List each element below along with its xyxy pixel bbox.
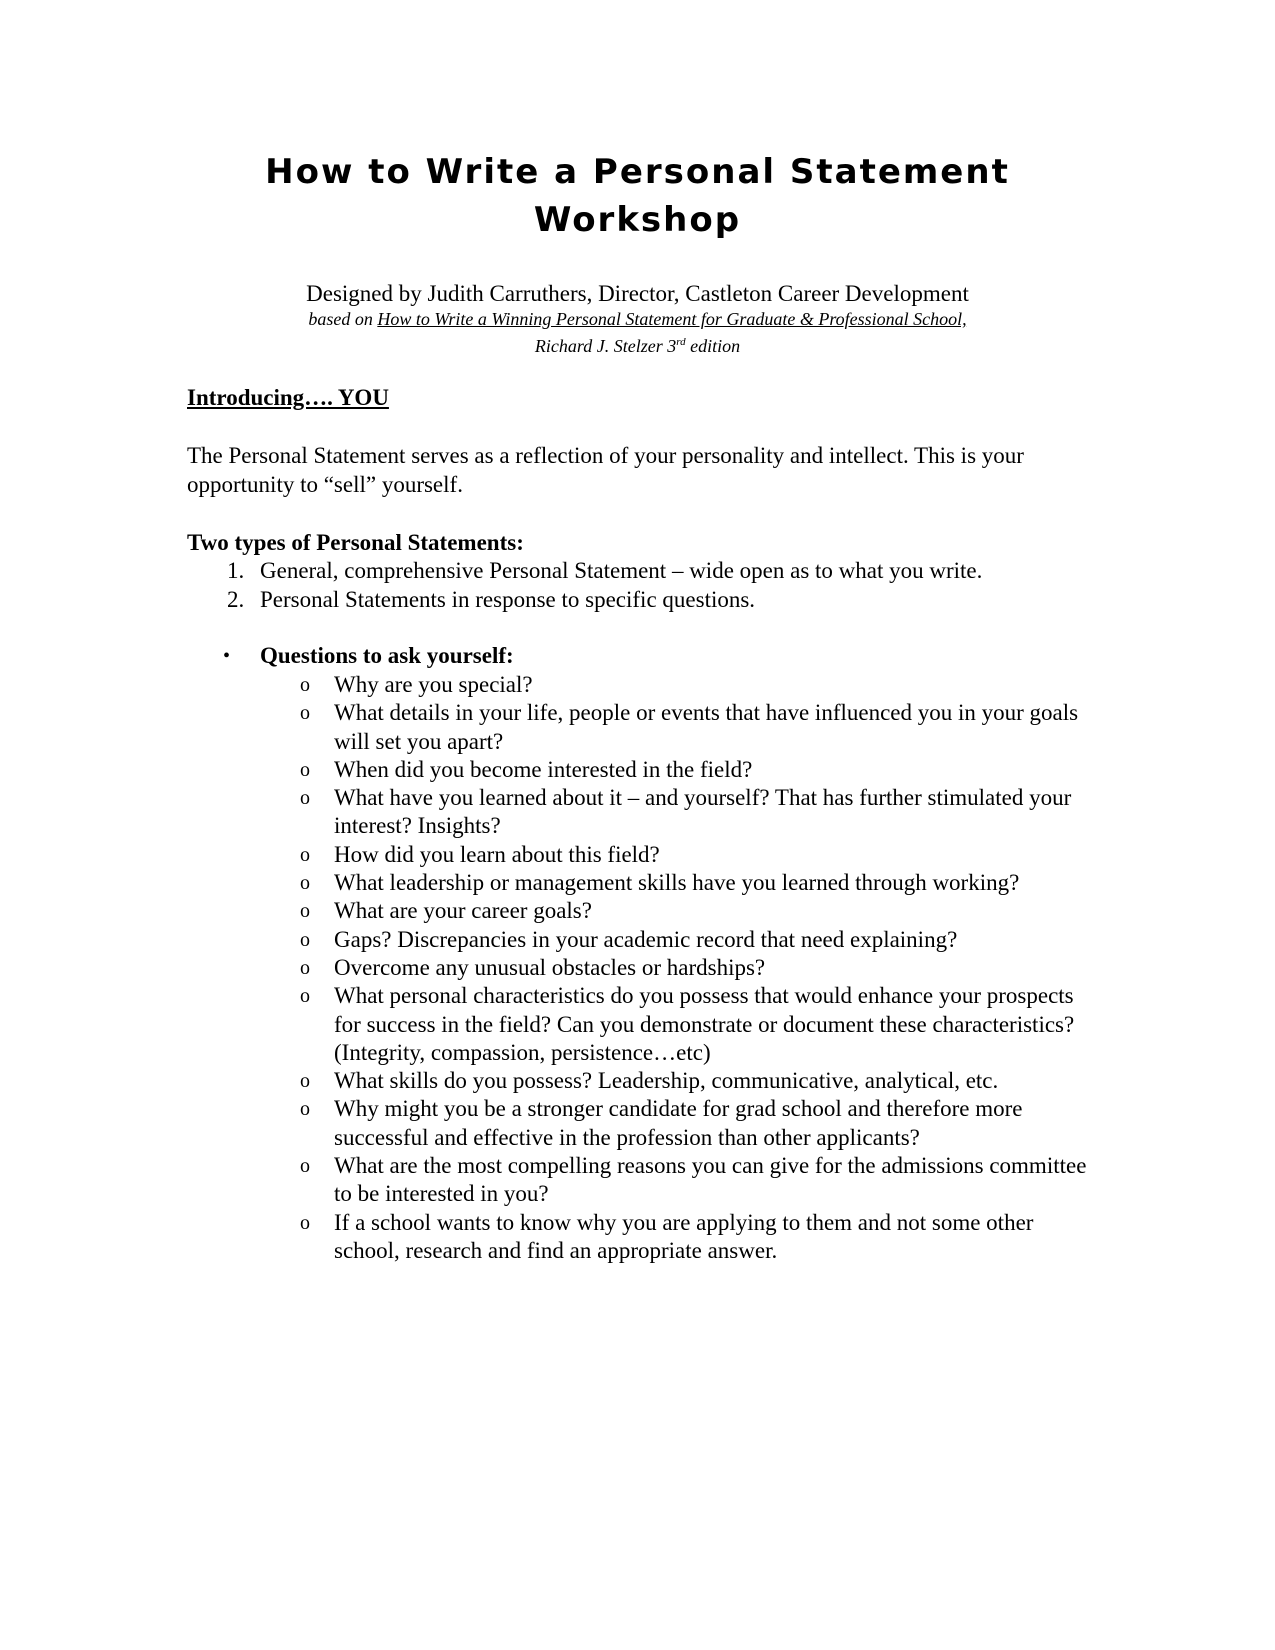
question-text: How did you learn about this field? bbox=[334, 841, 660, 867]
edition-suffix: edition bbox=[685, 336, 741, 356]
edition-superscript: rd bbox=[676, 336, 686, 348]
title-line-2: Workshop bbox=[533, 200, 742, 240]
title-line-1: How to Write a Personal Statement bbox=[265, 152, 1010, 192]
question-text: What have you learned about it – and yourself? That has further stimulated your interest? Insights? bbox=[334, 785, 1072, 839]
list-item bbox=[300, 784, 1090, 841]
circle-bullet-icon: o bbox=[300, 872, 310, 895]
circle-bullet-icon: o bbox=[300, 758, 310, 781]
questions-section bbox=[187, 642, 1087, 671]
question-text: When did you become interested in the field? bbox=[334, 756, 753, 782]
list-item-text: Personal Statements in response to specific questions. bbox=[260, 586, 756, 612]
circle-bullet-icon: o bbox=[300, 843, 310, 866]
question-text: Why might you be a stronger candidate for grad school and therefore more successful and effective in the profession than other applicants? bbox=[334, 1096, 1023, 1150]
intro-paragraph: The Personal Statement serves as a reflection of your personality and intellect. This is your opportunity to “sell” yourself. bbox=[187, 443, 1024, 497]
list-item bbox=[300, 671, 1090, 699]
list-item bbox=[300, 897, 1090, 925]
list-item bbox=[300, 1209, 1090, 1266]
list-item bbox=[300, 926, 1090, 954]
list-item bbox=[300, 699, 1090, 756]
list-item bbox=[300, 954, 1090, 982]
question-text: What are the most compelling reasons you can give for the admissions committee to be interested in you? bbox=[334, 1153, 1087, 1207]
list-item bbox=[300, 869, 1090, 897]
source-book-title: How to Write a Winning Personal Statement for Graduate & Professional School, bbox=[377, 309, 967, 329]
question-text: What are your career goals? bbox=[334, 898, 592, 924]
list-item bbox=[187, 586, 1087, 615]
circle-bullet-icon: o bbox=[300, 928, 310, 951]
author-line bbox=[0, 331, 1275, 357]
question-text: What skills do you possess? Leadership, communicative, analytical, etc. bbox=[334, 1068, 999, 1094]
circle-bullet-icon: o bbox=[300, 985, 310, 1008]
list-item bbox=[300, 756, 1090, 784]
list-number: 2. bbox=[227, 586, 245, 612]
circle-bullet-icon: o bbox=[300, 956, 310, 979]
question-text: What details in your life, people or events that have influenced you in your goals will set you apart? bbox=[334, 700, 1079, 754]
list-item bbox=[300, 982, 1090, 1067]
question-text: What leadership or management skills have you learned through working? bbox=[334, 870, 1020, 896]
circle-bullet-icon: o bbox=[300, 674, 310, 696]
intro-heading: Introducing…. YOU bbox=[187, 385, 389, 410]
based-on-line bbox=[0, 308, 1275, 330]
questions-list bbox=[300, 671, 1090, 1265]
question-text: Overcome any unusual obstacles or hardships? bbox=[334, 954, 766, 980]
question-text: Why are you special? bbox=[334, 672, 533, 697]
list-number: 1. bbox=[227, 558, 245, 583]
list-item bbox=[300, 841, 1090, 869]
page-title bbox=[0, 148, 1275, 244]
circle-bullet-icon: o bbox=[300, 1070, 310, 1093]
list-item bbox=[300, 1067, 1090, 1095]
circle-bullet-icon: o bbox=[300, 1098, 310, 1121]
list-item bbox=[187, 557, 1087, 586]
types-heading: Two types of Personal Statements: bbox=[187, 530, 524, 555]
circle-bullet-icon: o bbox=[300, 787, 310, 810]
author-name: Richard J. Stelzer 3 bbox=[534, 336, 677, 356]
list-item-text: General, comprehensive Personal Statement – wide open as to what you write. bbox=[260, 558, 983, 583]
bullet-icon: • bbox=[223, 645, 231, 667]
circle-bullet-icon: o bbox=[300, 1211, 310, 1234]
based-on-prefix: based on bbox=[308, 309, 378, 329]
question-text: What personal characteristics do you possess that would enhance your prospects for success in the field? Can you demonstrate or document these characteristics? (Integrity, compassion, persistence…etc) bbox=[334, 983, 1075, 1065]
list-item bbox=[300, 1095, 1090, 1152]
circle-bullet-icon: o bbox=[300, 1155, 310, 1178]
list-item bbox=[300, 1152, 1090, 1209]
questions-heading-row bbox=[187, 642, 1087, 671]
question-text: Gaps? Discrepancies in your academic record that need explaining? bbox=[334, 926, 958, 952]
designed-by-line: Designed by Judith Carruthers, Director, Castleton Career Development bbox=[306, 281, 969, 306]
question-text: If a school wants to know why you are applying to them and not some other school, research and find an appropriate answer. bbox=[334, 1209, 1034, 1263]
circle-bullet-icon: o bbox=[300, 900, 310, 923]
types-list bbox=[187, 557, 1087, 614]
circle-bullet-icon: o bbox=[300, 702, 310, 725]
questions-heading: Questions to ask yourself: bbox=[260, 643, 514, 668]
